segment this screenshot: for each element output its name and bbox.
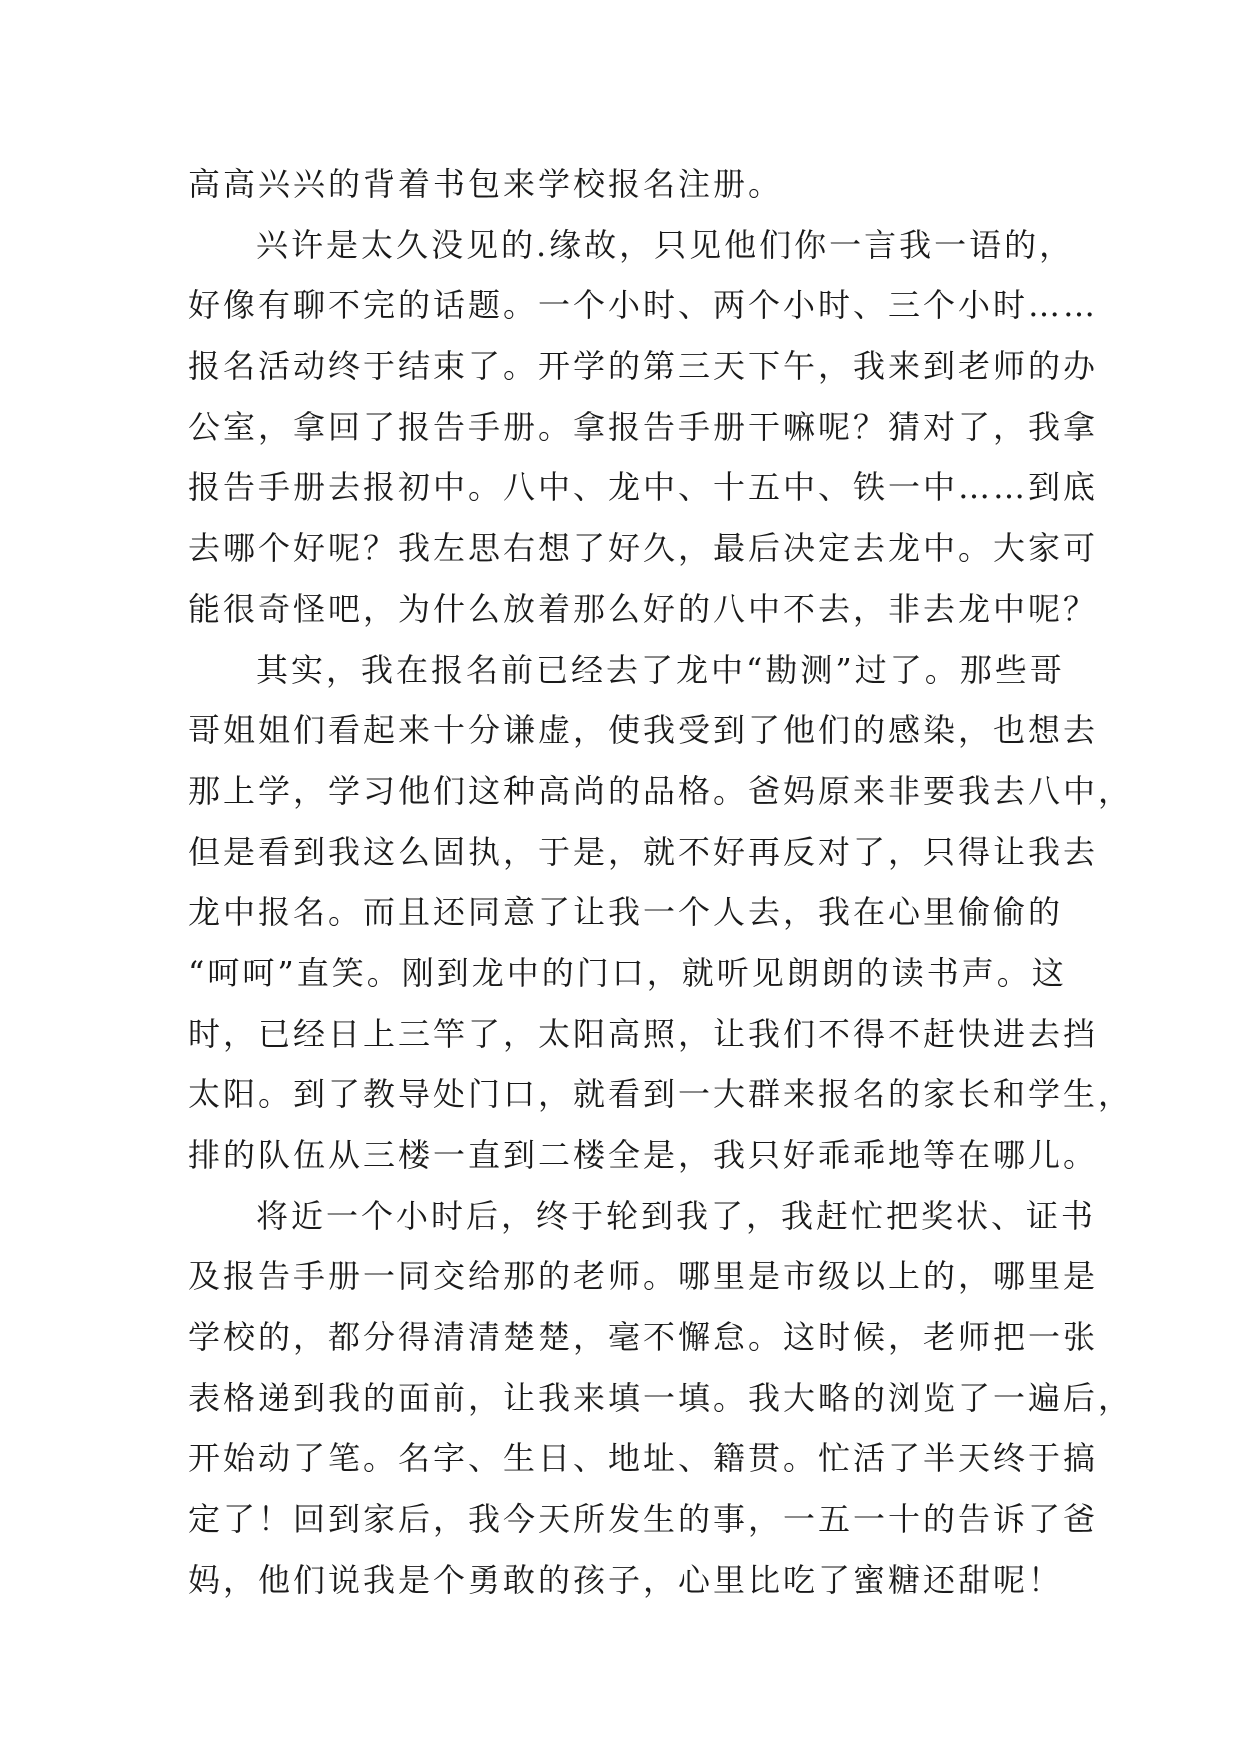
text-line: 及报告手册一同交给那的老师。哪里是市级以上的，哪里是	[188, 1257, 1099, 1296]
text-line: “呵呵”直笑。刚到龙中的门口，就听见朗朗的读书声。这	[188, 953, 1067, 992]
text-line: 公室，拿回了报告手册。拿报告手册干嘛呢？猜对了，我拿	[188, 407, 1099, 446]
text-line: 太阳。到了教导处门口，就看到一大群来报名的家长和学生，	[188, 1075, 1134, 1114]
text-line: 龙中报名。而且还同意了让我一个人去，我在心里偷偷的	[188, 893, 1064, 932]
text-line: 能很奇怪吧，为什么放着那么好的八中不去，非去龙中呢？	[188, 589, 1099, 628]
essay-body	[188, 154, 1134, 1611]
text-line: 但是看到我这么固执，于是，就不好再反对了，只得让我去	[188, 832, 1099, 871]
text-line: 表格递到我的面前，让我来填一填。我大略的浏览了一遍后，	[188, 1378, 1134, 1417]
text-line: 哥姐姐们看起来十分谦虚，使我受到了他们的感染，也想去	[188, 711, 1099, 750]
text-line: 时，已经日上三竿了，太阳高照，让我们不得不赶快进去挡	[188, 1014, 1099, 1053]
text-line: 报名活动终于结束了。开学的第三天下午，我来到老师的办	[188, 347, 1099, 386]
text-line: 报告手册去报初中。八中、龙中、十五中、铁一中……到底	[188, 468, 1099, 507]
text-line: 定了！回到家后，我今天所发生的事，一五一十的告诉了爸	[188, 1500, 1099, 1539]
text-line: 那上学，学习他们这种高尚的品格。爸妈原来非要我去八中，	[188, 771, 1134, 810]
text-line: 妈，他们说我是个勇敢的孩子，心里比吃了蜜糖还甜呢！	[188, 1560, 1064, 1599]
text-line: 将近一个小时后，终于轮到我了，我赶忙把奖状、证书	[256, 1196, 1097, 1235]
text-line: 高高兴兴的背着书包来学校报名注册。	[188, 165, 784, 203]
text-line: 开始动了笔。名字、生日、地址、籍贯。忙活了半天终于搞	[188, 1439, 1099, 1478]
text-line: 学校的，都分得清清楚楚，毫不懈怠。这时候，老师把一张	[188, 1318, 1099, 1357]
text-line: 去哪个好呢？我左思右想了好久，最后决定去龙中。大家可	[188, 529, 1099, 568]
text-line: 好像有聊不完的话题。一个小时、两个小时、三个小时……	[188, 286, 1099, 325]
text-line: 其实，我在报名前已经去了龙中“勘测”过了。那些哥	[256, 650, 1065, 689]
text-line: 兴许是太久没见的.缘故，只见他们你一言我一语的，	[256, 225, 1075, 264]
text-line: 排的队伍从三楼一直到二楼全是，我只好乖乖地等在哪儿。	[188, 1136, 1099, 1174]
